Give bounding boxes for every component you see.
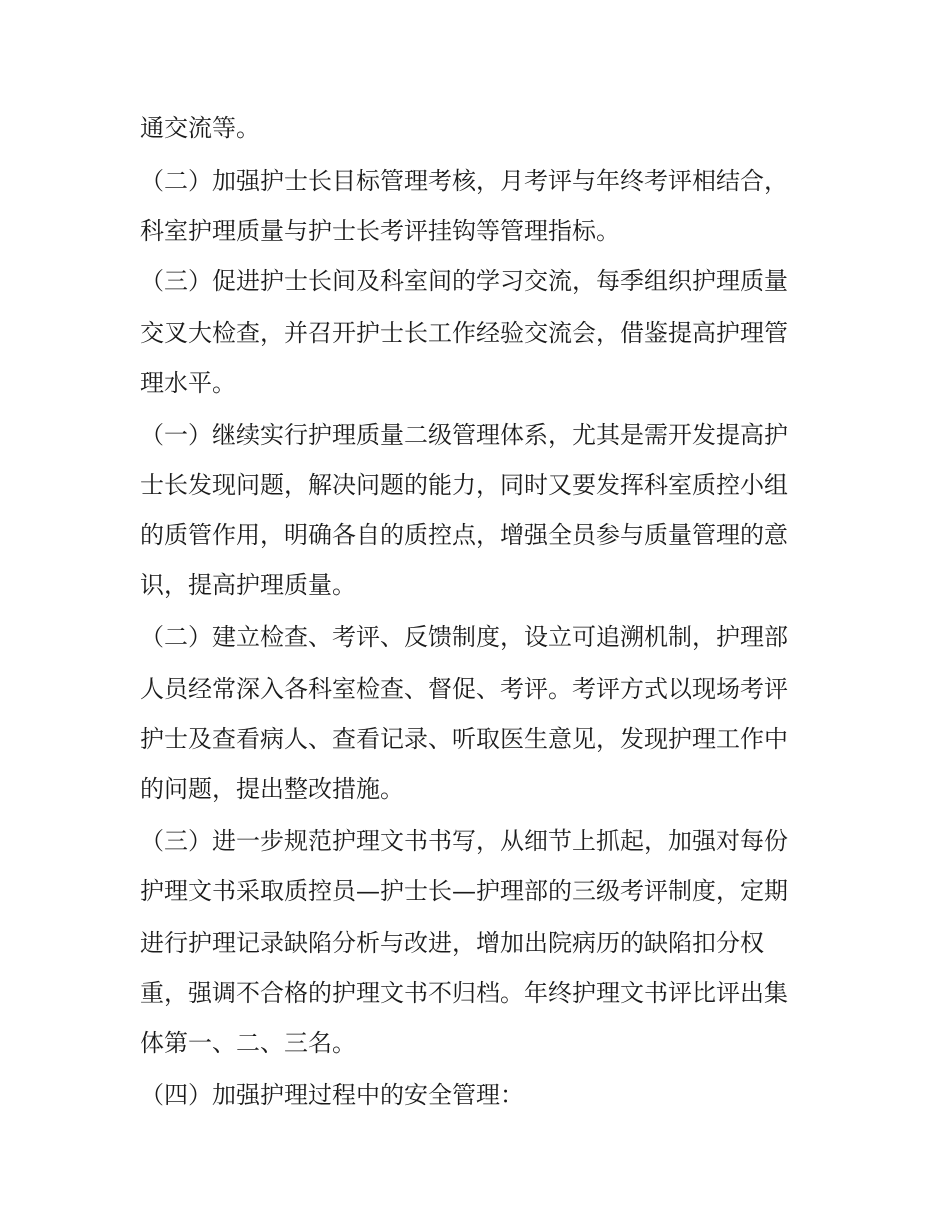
text-line: 识，提高护理质量。: [140, 571, 356, 599]
text-line: 科室护理质量与护士长考评挂钩等管理指标。: [140, 217, 620, 245]
text-line: （四）加强护理过程中的安全管理：: [140, 1081, 524, 1109]
text-line: （三）促进护士长间及科室间的学习交流，每季组织护理质量: [140, 267, 788, 295]
text-line: 通交流等。: [140, 114, 260, 142]
text-line: （二）建立检查、考评、反馈制度，设立可追溯机制，护理部: [140, 623, 788, 651]
text-line: 护理文书采取质控员—护士长—护理部的三级考评制度，定期: [140, 877, 788, 905]
text-line: （三）进一步规范护理文书书写，从细节上抓起，加强对每份: [140, 827, 788, 855]
text-line: 交叉大检查，并召开护士长工作经验交流会，借鉴提高护理管: [140, 319, 788, 347]
text-line: 重，强调不合格的护理文书不归档。年终护理文书评比评出集: [140, 979, 788, 1007]
text-line: 士长发现问题，解决问题的能力，同时又要发挥科室质控小组: [140, 471, 788, 499]
text-line: （二）加强护士长目标管理考核，月考评与年终考评相结合，: [140, 167, 788, 195]
text-line: 人员经常深入各科室检查、督促、考评。考评方式以现场考评: [140, 675, 788, 703]
text-line: 体第一、二、三名。: [140, 1029, 356, 1057]
text-line: （一）继续实行护理质量二级管理体系，尤其是需开发提高护: [140, 421, 788, 449]
text-line: 的质管作用，明确各自的质控点，增强全员参与质量管理的意: [140, 521, 788, 549]
text-line: 理水平。: [140, 369, 236, 397]
text-line: 护士及查看病人、查看记录、听取医生意见，发现护理工作中: [140, 725, 788, 753]
text-line: 的问题，提出整改措施。: [140, 775, 404, 803]
text-line: 进行护理记录缺陷分析与改进，增加出院病历的缺陷扣分权: [140, 929, 764, 957]
